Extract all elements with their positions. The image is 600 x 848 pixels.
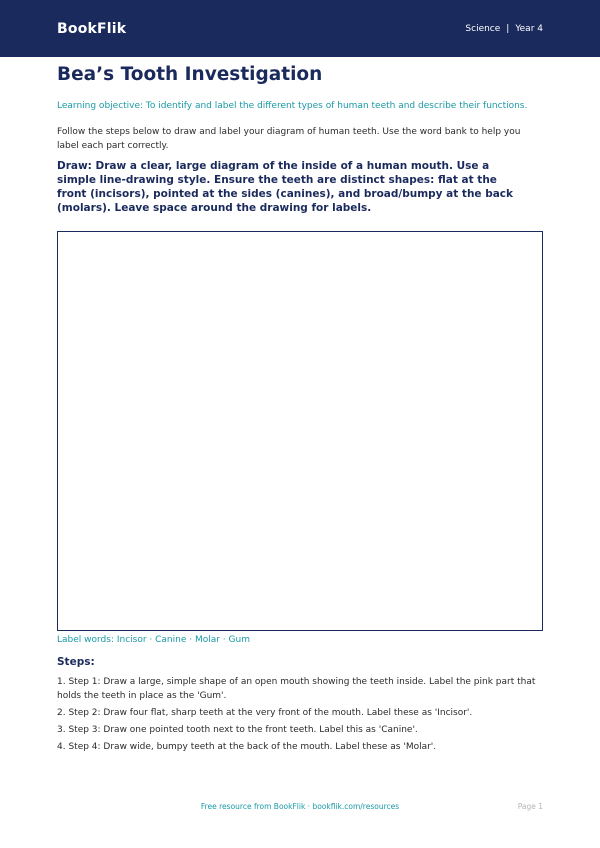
steps-heading: Steps: [57,656,95,668]
steps-list [57,675,537,757]
drawing-area[interactable] [57,231,543,631]
draw-instruction: Draw: Draw a clear, large diagram of the inside of a human mouth. Use a simple line-drawing style. Ensure the teeth are distinct shapes: flat at the front (incisors), pointed at the sides (canines), and broad/bumpy at the back (molars). Leave space around the drawing for labels. [57,160,514,214]
step-item: 1. Step 1: Draw a large, simple shape of an open mouth showing the teeth inside. Label the pink part that holds the teeth in place as the 'Gum'. [57,677,536,701]
subject-label: Science [465,23,501,34]
page-number: Page 1 [517,802,543,811]
word-bank: Label words: Incisor · Canine · Molar · Gum [57,635,250,645]
step-item: 2. Step 2: Draw four flat, sharp teeth at the very front of the mouth. Label these as 'Incisor'. [57,708,473,718]
page-header [0,0,600,57]
footer-link[interactable]: Free resource from BookFlik · bookflik.com/resources [200,802,400,811]
header-meta [465,24,543,34]
intro-text: Follow the steps below to draw and label your diagram of human teeth. Use the word bank to help you label each part correctly. [57,127,521,151]
learning-objective: Learning objective: To identify and label the different types of human teeth and describe their functions. [57,101,528,111]
step-item: 3. Step 3: Draw one pointed tooth next to the front teeth. Label this as 'Canine'. [57,725,418,735]
brand-logo[interactable]: BookFlik [57,20,127,37]
meta-separator: | [506,23,510,34]
step-item: 4. Step 4: Draw wide, bumpy teeth at the back of the mouth. Label these as 'Molar'. [57,742,437,752]
year-label: Year 4 [515,23,543,34]
worksheet-title: Bea’s Tooth Investigation [57,64,323,85]
